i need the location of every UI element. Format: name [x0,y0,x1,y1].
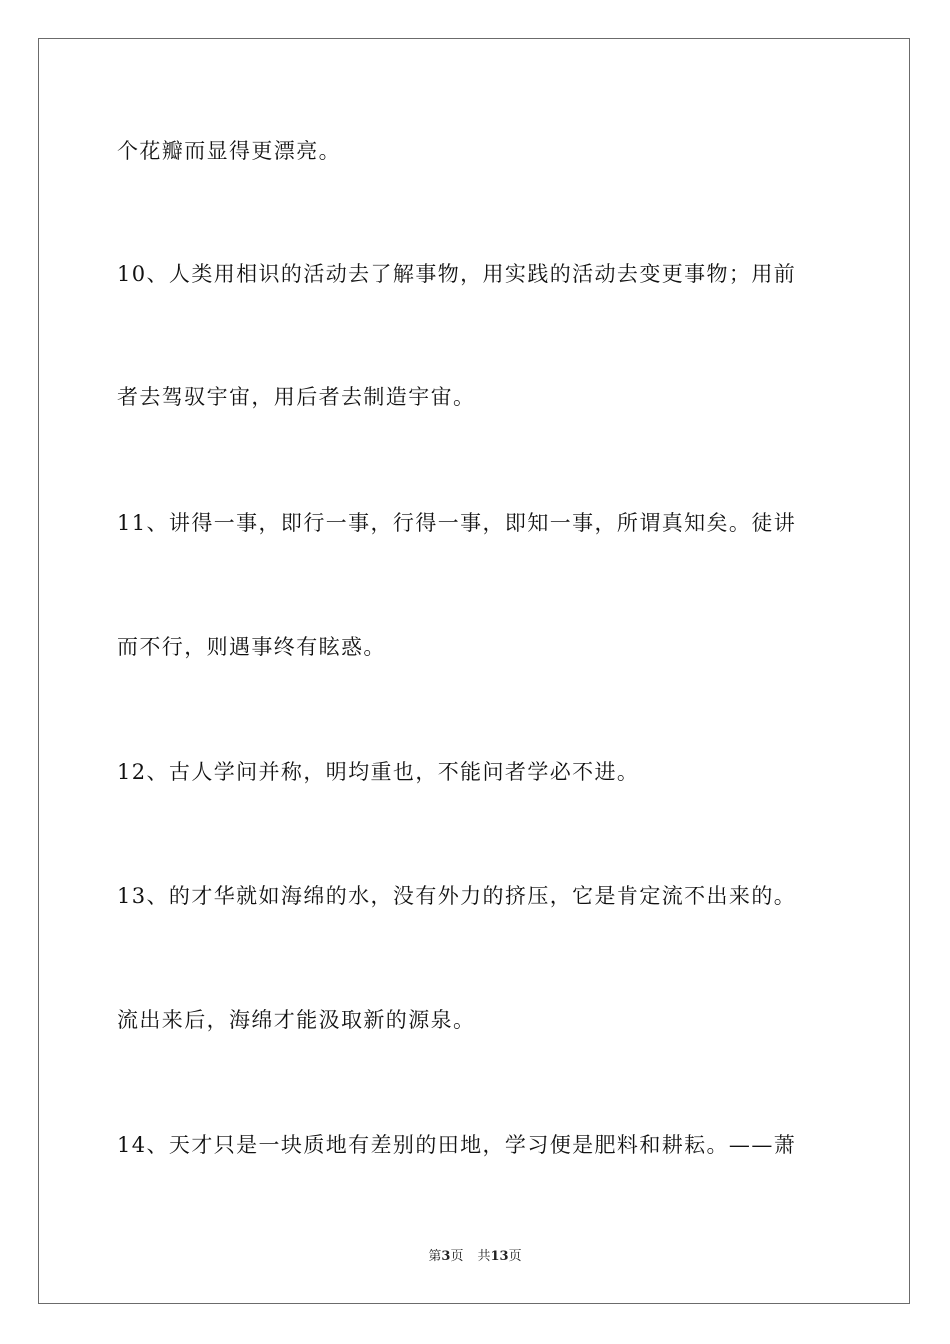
total-suffix: 页 [508,1249,522,1264]
text-line-9: 14、天才只是一块质地有差别的田地，学习便是肥料和耕耘。——萧 [117,1133,797,1157]
text-line-2: 10、人类用相识的活动去了解事物，用实践的活动去变更事物；用前 [117,262,797,286]
page-footer [0,1247,950,1267]
page-border [38,38,910,1304]
text-line-7: 13、的才华就如海绵的水，没有外力的挤压，它是肯定流不出来的。 [117,884,797,908]
text-line-3: 者去驾驭宇宙，用后者去制造宇宙。 [117,385,476,409]
text-line-8: 流出来后，海绵才能汲取新的源泉。 [117,1008,476,1032]
text-line-4: 11、讲得一事，即行一事，行得一事，即知一事，所谓真知矣。徒讲 [117,511,797,535]
page-current: 3 [441,1249,451,1264]
total-prefix: 共 [477,1249,491,1264]
page-prefix: 第 [428,1249,442,1264]
page-suffix: 页 [450,1249,464,1264]
text-line-1: 个花瓣而显得更漂亮。 [117,139,341,163]
text-line-6: 12、古人学问并称，明均重也，不能问者学必不进。 [117,760,640,784]
text-line-5: 而不行，则遇事终有眩惑。 [117,635,386,659]
page-total: 13 [490,1249,509,1264]
